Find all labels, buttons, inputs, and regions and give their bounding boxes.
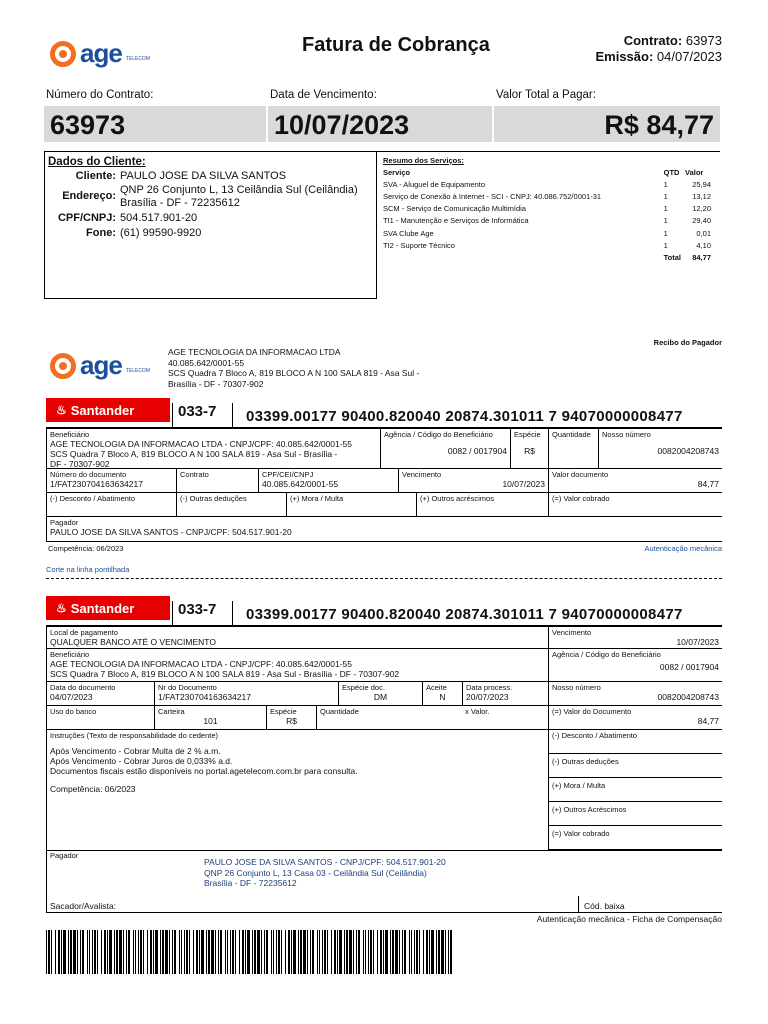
receipt-beneficiary-line2: SCS Quadra 7 Bloco A, 819 BLOCO A N 100 SALA 819 - Asa Sul - Brasília - xyxy=(50,449,338,459)
contract-number-label: Número do Contrato: xyxy=(46,89,154,101)
services-table xyxy=(381,166,713,264)
slip-doc-value-value: 84,77 xyxy=(697,716,719,726)
slip-process-date-label: Data process. xyxy=(466,683,513,692)
slip-doc-value-cell xyxy=(548,706,722,730)
slip-our-number-label: Nosso número xyxy=(552,683,601,692)
service-value: 25,94 xyxy=(692,179,711,189)
slip-xvalue-cell xyxy=(462,706,548,730)
service-qty: 1 xyxy=(663,191,668,201)
cut-line-label: Corte na linha pontilhada xyxy=(46,565,130,574)
santander-name: Santander xyxy=(70,600,135,616)
receipt-charged-cell xyxy=(548,493,722,517)
slip-low-code-label: Cód. baixa xyxy=(584,901,625,911)
receipt-qty-label: Quantidade xyxy=(552,430,591,439)
services-total-value: 84,77 xyxy=(692,252,711,262)
slip-species-cell xyxy=(266,706,316,730)
slip-payer-line3: Brasília - DF - 72235612 xyxy=(204,878,297,888)
client-phone: (61) 99590-9920 xyxy=(120,227,202,239)
slip-discount-label: (-) Desconto / Abatimento xyxy=(552,731,638,740)
receipt-payer-value: PAULO JOSE DA SILVA SANTOS - CNPJ/CPF: 504.517.901-20 xyxy=(50,527,292,537)
client-name-label: Cliente: xyxy=(75,170,116,182)
slip-payment-place-cell xyxy=(46,627,548,649)
receipt-beneficiary-label: Beneficiário xyxy=(50,430,90,439)
slip-doc-number-value: 1/FAT230704163634217 xyxy=(158,692,251,702)
header-contract-label: Contrato: xyxy=(623,33,683,48)
receipt-cpf-cell xyxy=(258,469,398,493)
client-name: PAULO JOSE DA SILVA SANTOS xyxy=(120,170,287,182)
slip-instructions-cell xyxy=(46,730,548,850)
santander-flame-icon: ♨ xyxy=(56,403,67,417)
contract-number-value: 63973 xyxy=(44,106,266,142)
receipt-other-additions-label: (+) Outros acréscimos xyxy=(420,494,494,503)
receipt-beneficiary-line1: AGE TECNOLOGIA DA INFORMACAO LTDA - CNPJ/CPF: 40.085.642/0001-55 xyxy=(50,439,353,449)
slip-doc-number-cell xyxy=(154,682,338,706)
service-name: TI2 - Suporte Técnico xyxy=(383,240,455,250)
total-label: Valor Total a Pagar: xyxy=(496,89,596,101)
receipt-agency-label: Agência / Código do Beneficiário xyxy=(384,430,493,439)
due-date-value: 10/07/2023 xyxy=(268,106,492,142)
receipt-our-number-cell xyxy=(598,429,722,469)
service-qty: 1 xyxy=(663,204,668,214)
slip-instruction-3: Documentos fiscais estão disponíveis no portal.agetelecom.com.br para consulta. xyxy=(50,766,358,776)
table-row xyxy=(381,239,713,251)
slip-doc-value-label: (=) Valor do Documento xyxy=(552,707,632,716)
age-logo-icon xyxy=(50,353,76,379)
slip-process-date-cell xyxy=(462,682,548,706)
service-qty: 1 xyxy=(663,216,668,226)
receipt-payer-cell xyxy=(46,517,722,542)
receipt-company-name: AGE TECNOLOGIA DA INFORMACAO LTDA xyxy=(168,347,341,357)
service-name: SVA - Aluguel de Equipamento xyxy=(383,179,486,189)
header-contract-block xyxy=(595,33,722,65)
slip-other-deductions-label: (-) Outras deduções xyxy=(552,757,619,766)
client-address-line1: QNP 26 Conjunto L, 13 Ceilândia Sul (Ceilândia) xyxy=(120,184,358,196)
receipt-discount-label: (-) Desconto / Abatimento xyxy=(50,494,136,503)
receipt-beneficiary-cell xyxy=(46,429,380,469)
receipt-other-deductions-label: (-) Outras deduções xyxy=(180,494,247,503)
slip-discount-cell xyxy=(548,730,722,754)
receipt-digitable-line: 03399.00177 90400.820040 20874.301011 7 94070000008477 xyxy=(246,408,683,425)
slip-species-value: R$ xyxy=(286,716,297,726)
slip-guarantor-label: Sacador/Avalista: xyxy=(50,901,116,911)
receipt-contract-label: Contrato xyxy=(180,470,209,479)
slip-payment-place-label: Local de pagamento xyxy=(50,628,118,637)
slip-agency-cell xyxy=(548,649,722,682)
receipt-charged-label: (=) Valor cobrado xyxy=(552,494,610,503)
receipt-company-addr1: SCS Quadra 7 Bloco A, 819 BLOCO A N 100 SALA 819 - Asa Sul - xyxy=(168,368,420,378)
cut-line xyxy=(46,578,722,579)
services-header-row xyxy=(381,166,713,178)
table-row xyxy=(381,190,713,202)
santander-name: Santander xyxy=(70,402,135,418)
age-logo-word: age xyxy=(80,350,122,380)
receipt-bank-code: 033-7 xyxy=(178,403,217,420)
client-section-title: Dados do Cliente: xyxy=(48,156,146,168)
client-doc: 504.517.901-20 xyxy=(120,212,198,224)
slip-payer-label: Pagador xyxy=(50,851,79,860)
slip-due-label: Vencimento xyxy=(552,628,592,637)
slip-our-number-cell xyxy=(548,682,722,706)
header-issue-value: 04/07/2023 xyxy=(656,49,722,64)
slip-accept-value: N xyxy=(439,692,446,702)
slip-doc-date-label: Data do documento xyxy=(50,683,116,692)
client-address-label: Endereço: xyxy=(62,190,116,202)
table-row xyxy=(381,178,713,190)
slip-qty-label: Quantidade xyxy=(320,707,359,716)
receipt-doc-value-cell xyxy=(548,469,722,493)
receipt-due-value: 10/07/2023 xyxy=(502,479,545,489)
age-logo-word: age xyxy=(80,38,122,68)
table-row xyxy=(381,203,713,215)
slip-doc-species-cell xyxy=(338,682,422,706)
client-phone-label: Fone: xyxy=(86,227,116,239)
age-logo-receipt xyxy=(50,350,150,381)
slip-xvalue-label: x Valor. xyxy=(465,707,490,716)
slip-digitable-line: 03399.00177 90400.820040 20874.301011 7 94070000008477 xyxy=(246,606,683,623)
slip-beneficiary-label: Beneficiário xyxy=(50,650,90,659)
slip-other-additions-label: (+) Outros Acréscimos xyxy=(552,805,627,814)
services-total-row xyxy=(381,251,713,263)
service-value: 29,40 xyxy=(692,216,711,226)
receipt-species-value: R$ xyxy=(524,446,535,456)
santander-logo xyxy=(46,398,170,422)
receipt-our-number-value: 0082004208743 xyxy=(657,446,719,456)
receipt-species-cell xyxy=(510,429,548,469)
santander-logo-slip xyxy=(46,596,170,620)
client-details xyxy=(48,170,368,240)
due-date-label: Data de Vencimento: xyxy=(270,89,377,101)
service-value: 4,10 xyxy=(696,240,711,250)
slip-qty-cell xyxy=(316,706,462,730)
age-logo-sub: TELECOM xyxy=(125,367,150,374)
receipt-fine-cell xyxy=(286,493,416,517)
slip-payer-block xyxy=(204,857,446,889)
services-title: Resumo dos Serviços: xyxy=(383,156,464,165)
slip-doc-number-label: Nr do Documento xyxy=(158,683,217,692)
slip-doc-date-value: 04/07/2023 xyxy=(50,692,93,702)
receipt-due-label: Vencimento xyxy=(402,470,442,479)
slip-mech-auth: Autenticação mecânica - Ficha de Compensação xyxy=(536,914,722,924)
slip-payer-line2: QNP 26 Conjunto L, 13 Casa 03 - Ceilândia Sul (Ceilândia) xyxy=(204,867,427,878)
client-address-line2: Brasília - DF - 72235612 xyxy=(120,197,240,209)
slip-due-value: 10/07/2023 xyxy=(676,637,719,647)
slip-due-cell xyxy=(548,627,722,649)
receipt-payer-label: Pagador xyxy=(50,518,79,527)
receipt-discount-cell xyxy=(46,493,176,517)
slip-wallet-value: 101 xyxy=(203,716,218,726)
receipt-mech-auth: Autenticação mecânica xyxy=(644,544,722,553)
slip-instruction-1: Após Vencimento - Cobrar Multa de 2 % a.m. xyxy=(50,746,221,756)
slip-other-deductions-cell xyxy=(548,754,722,778)
slip-wallet-cell xyxy=(154,706,266,730)
slip-doc-date-cell xyxy=(46,682,154,706)
service-name: SCM - Serviço de Comunicação Multimídia xyxy=(383,204,526,214)
service-qty: 1 xyxy=(663,240,668,250)
receipt-title: Recibo do Pagador xyxy=(653,338,722,347)
service-name: Serviço de Conexão à Internet - SCI - CNPJ: 40.086.752/0001-31 xyxy=(383,191,602,201)
slip-instructions-label: Instruções (Texto de responsabilidade do cedente) xyxy=(50,731,219,740)
slip-competence: Competência: 06/2023 xyxy=(50,784,136,794)
service-qty: 1 xyxy=(663,179,668,189)
age-logo-sub: TELECOM xyxy=(125,55,150,62)
receipt-competence: Competência: 06/2023 xyxy=(48,544,124,553)
receipt-species-label: Espécie xyxy=(514,430,541,439)
service-value: 0,01 xyxy=(696,228,711,238)
slip-doc-species-label: Espécie doc. xyxy=(342,683,385,692)
slip-beneficiary-line2: SCS Quadra 7 Bloco A, 819 BLOCO A N 100 SALA 819 - Asa Sul - Brasília - DF - 70307-902 xyxy=(50,669,400,679)
services-col-service: Serviço xyxy=(383,167,411,177)
slip-fine-label: (+) Mora / Multa xyxy=(552,781,606,790)
receipt-qty-cell xyxy=(548,429,598,469)
service-qty: 1 xyxy=(663,228,668,238)
slip-wallet-label: Carteira xyxy=(158,707,185,716)
slip-bank-use-cell xyxy=(46,706,154,730)
services-col-value: Valor xyxy=(685,167,704,177)
slip-charged-label: (=) Valor cobrado xyxy=(552,829,610,838)
slip-agency-value: 0082 / 0017904 xyxy=(659,662,719,672)
receipt-our-number-label: Nosso número xyxy=(602,430,651,439)
slip-bank-code: 033-7 xyxy=(178,601,217,618)
receipt-other-deductions-cell xyxy=(176,493,286,517)
table-row xyxy=(381,215,713,227)
receipt-company-addr2: Brasília - DF - 70307-902 xyxy=(168,378,264,389)
receipt-fine-label: (+) Mora / Multa xyxy=(290,494,344,503)
receipt-due-cell xyxy=(398,469,548,493)
receipt-cpf-value: 40.085.642/0001-55 xyxy=(262,479,339,489)
receipt-cpf-label: CPF/CEI/CNPJ xyxy=(262,470,314,479)
receipt-other-additions-cell xyxy=(416,493,548,517)
client-doc-label: CPF/CNPJ: xyxy=(57,212,116,224)
receipt-doc-number-label: Número do documento xyxy=(50,470,127,479)
slip-species-label: Espécie xyxy=(270,707,297,716)
slip-other-additions-cell xyxy=(548,802,722,826)
slip-instruction-2: Após Vencimento - Cobrar Juros de 0,033% a.d. xyxy=(50,756,233,766)
slip-accept-label: Aceite xyxy=(426,683,447,692)
slip-doc-species-value: DM xyxy=(373,692,388,702)
slip-charged-cell xyxy=(548,826,722,850)
service-value: 13,12 xyxy=(692,191,711,201)
receipt-company xyxy=(168,347,419,389)
service-name: TI1 - Manutenção e Serviços de Informática xyxy=(383,216,529,226)
slip-fine-cell xyxy=(548,778,722,802)
age-logo xyxy=(50,38,150,69)
services-col-qty: QTD xyxy=(663,167,680,177)
receipt-doc-number-value: 1/FAT230704163634217 xyxy=(50,479,143,489)
table-row xyxy=(381,227,713,239)
total-value: R$ 84,77 xyxy=(494,106,720,142)
receipt-company-cnpj: 40.085.642/0001-55 xyxy=(168,357,245,368)
header-issue-label: Emissão: xyxy=(595,49,654,64)
receipt-beneficiary-line3: DF - 70307-902 xyxy=(50,459,110,469)
invoice-title: Fatura de Cobrança xyxy=(302,34,490,56)
santander-flame-icon: ♨ xyxy=(56,601,67,615)
slip-payer-line1: PAULO JOSE DA SILVA SANTOS - CNPJ/CPF: 504.517.901-20 xyxy=(204,857,446,867)
slip-beneficiary-cell xyxy=(46,649,548,682)
receipt-doc-value-label: Valor documento xyxy=(552,470,609,479)
slip-process-date-value: 20/07/2023 xyxy=(466,692,509,702)
services-total-label: Total xyxy=(663,252,681,262)
receipt-contract-cell xyxy=(176,469,258,493)
service-value: 12,20 xyxy=(692,204,711,214)
receipt-agency-cell xyxy=(380,429,510,469)
age-logo-icon xyxy=(50,41,76,67)
slip-beneficiary-line1: AGE TECNOLOGIA DA INFORMACAO LTDA - CNPJ/CPF: 40.085.642/0001-55 xyxy=(50,659,353,669)
slip-payment-place-value: QUALQUER BANCO ATÉ O VENCIMENTO xyxy=(50,637,216,647)
header-contract-value: 63973 xyxy=(685,33,722,48)
slip-bank-use-label: Uso do banco xyxy=(50,707,97,716)
slip-accept-cell xyxy=(422,682,462,706)
barcode xyxy=(46,930,456,974)
receipt-doc-number-cell xyxy=(46,469,176,493)
receipt-doc-value-value: 84,77 xyxy=(697,479,719,489)
slip-our-number-value: 0082004208743 xyxy=(657,692,719,702)
slip-agency-label: Agência / Código do Beneficiário xyxy=(552,650,661,659)
receipt-agency-value: 0082 / 0017904 xyxy=(447,446,507,456)
service-name: SVA Clube Age xyxy=(383,228,434,238)
